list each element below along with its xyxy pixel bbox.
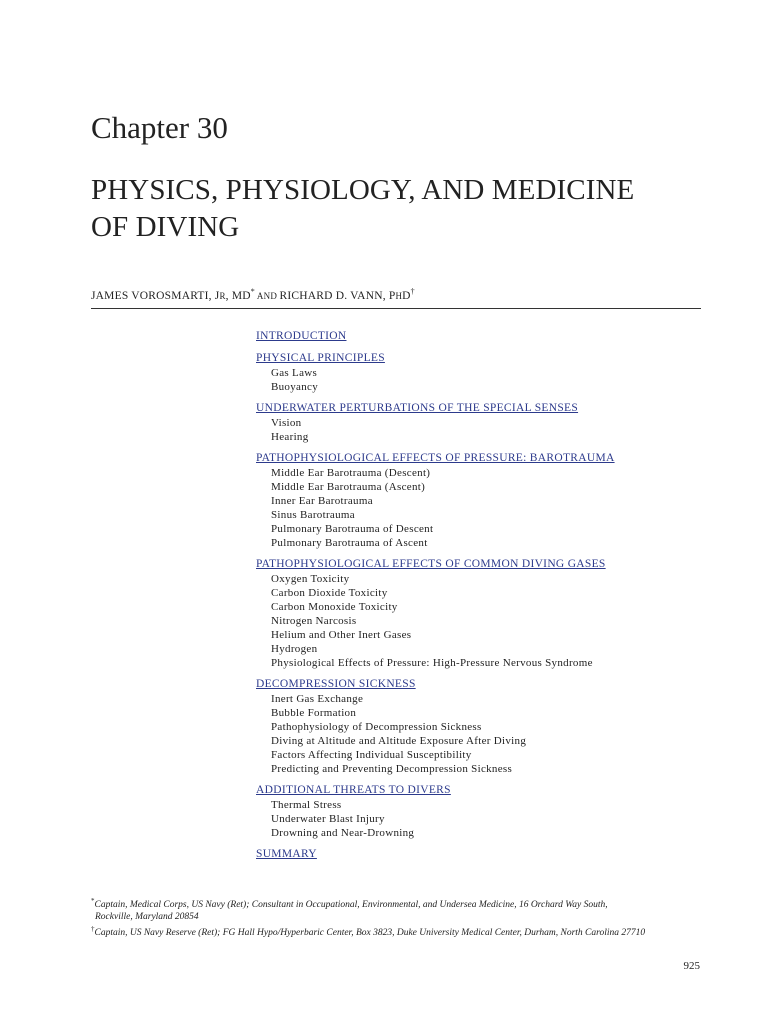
toc-item: Factors Affecting Individual Susceptibility <box>271 749 472 761</box>
toc-heading-link[interactable]: DECOMPRESSION SICKNESS <box>256 678 416 690</box>
chapter-label: Chapter 30 <box>91 110 228 145</box>
toc-section <box>256 556 716 670</box>
toc-item: Gas Laws <box>271 367 318 379</box>
toc-item: Hydrogen <box>271 643 318 655</box>
author-2-degree-sc: H <box>395 290 403 301</box>
toc-item: Physiological Effects of Pressure: High-Pressure Nervous Syndrome <box>271 657 593 669</box>
toc-item: Pulmonary Barotrauma of Ascent <box>271 537 428 549</box>
toc-section <box>256 846 716 862</box>
toc-item: Thermal Stress <box>271 799 342 811</box>
chapter-title-line-2: OF DIVING <box>91 211 240 243</box>
toc-item: Middle Ear Barotrauma (Ascent) <box>271 481 426 493</box>
toc-item: Pathophysiology of Decompression Sickness <box>271 721 482 733</box>
toc-section <box>256 328 716 344</box>
toc-item: Middle Ear Barotrauma (Descent) <box>271 467 431 479</box>
author-2-footnote-mark: † <box>410 287 415 296</box>
toc-item: Oxygen Toxicity <box>271 573 350 585</box>
author-1-degree: , MD <box>225 289 251 302</box>
toc-section <box>256 350 716 394</box>
toc-item: Nitrogen Narcosis <box>271 615 357 627</box>
toc-section <box>256 400 716 444</box>
author-2-name: RICHARD D. VANN, P <box>279 289 396 302</box>
toc-item: Hearing <box>271 431 309 443</box>
toc-heading-link[interactable]: INTRODUCTION <box>256 330 347 342</box>
toc-item: Inert Gas Exchange <box>271 693 364 705</box>
toc-heading-link[interactable]: PATHOPHYSIOLOGICAL EFFECTS OF PRESSURE: BAROTRAUMA <box>256 452 615 464</box>
toc-heading-link[interactable]: ADDITIONAL THREATS TO DIVERS <box>256 784 451 796</box>
toc-item: Sinus Barotrauma <box>271 509 355 521</box>
footnote-1-mark: * <box>91 897 95 905</box>
author-1-footnote-mark: * <box>250 287 255 296</box>
author-1-name: JAMES VOROSMARTI, J <box>91 289 220 302</box>
toc-item: Buoyancy <box>271 381 319 393</box>
toc-section <box>256 450 716 550</box>
toc-item: Diving at Altitude and Altitude Exposure After Diving <box>271 735 527 747</box>
toc-item: Carbon Monoxide Toxicity <box>271 601 398 613</box>
toc-heading-link[interactable]: UNDERWATER PERTURBATIONS OF THE SPECIAL SENSES <box>256 402 579 414</box>
author-2-degree-end: D <box>402 289 411 302</box>
chapter-title <box>91 172 731 246</box>
toc-item: Vision <box>271 417 302 429</box>
chapter-title-line-1: PHYSICS, PHYSIOLOGY, AND MEDICINE <box>91 174 635 206</box>
footnote-1-line-1: Captain, Medical Corps, US Navy (Ret); Consultant in Occupational, Environmental, and Undersea Medicine, 16 Orchard Way South, <box>94 900 608 911</box>
toc-item: Bubble Formation <box>271 707 357 719</box>
toc-item: Carbon Dioxide Toxicity <box>271 587 388 599</box>
toc-heading-link[interactable]: PATHOPHYSIOLOGICAL EFFECTS OF COMMON DIVING GASES <box>256 558 606 570</box>
toc-item: Predicting and Preventing Decompression Sickness <box>271 763 513 775</box>
toc-item: Drowning and Near-Drowning <box>271 827 415 839</box>
toc-item: Pulmonary Barotrauma of Descent <box>271 523 434 535</box>
table-of-contents <box>256 328 716 868</box>
footnote-2-mark: † <box>91 925 95 934</box>
toc-item: Inner Ear Barotrauma <box>271 495 373 507</box>
footnote-1 <box>91 895 703 911</box>
footnote-2-line-1: Captain, US Navy Reserve (Ret); FG Hall Hypo/Hyperbaric Center, Box 3823, Duke University Medical Center, Durham, North Carolina 27710 <box>94 928 646 939</box>
footnotes <box>91 895 703 939</box>
toc-item: Underwater Blast Injury <box>271 813 385 825</box>
toc-section <box>256 782 716 840</box>
page-number: 925 <box>683 960 700 972</box>
toc-heading-link[interactable]: SUMMARY <box>256 848 317 860</box>
author-1-suffix: R <box>219 290 226 301</box>
toc-item: Helium and Other Inert Gases <box>271 629 412 641</box>
toc-heading-link[interactable]: PHYSICAL PRINCIPLES <box>256 352 385 364</box>
author-divider <box>91 308 701 309</box>
toc-section <box>256 676 716 776</box>
author-conjunction: AND <box>254 290 280 301</box>
footnote-2 <box>91 923 703 939</box>
footnote-1-continuation: Rockville, Maryland 20854 <box>95 912 199 923</box>
author-line <box>91 287 415 302</box>
